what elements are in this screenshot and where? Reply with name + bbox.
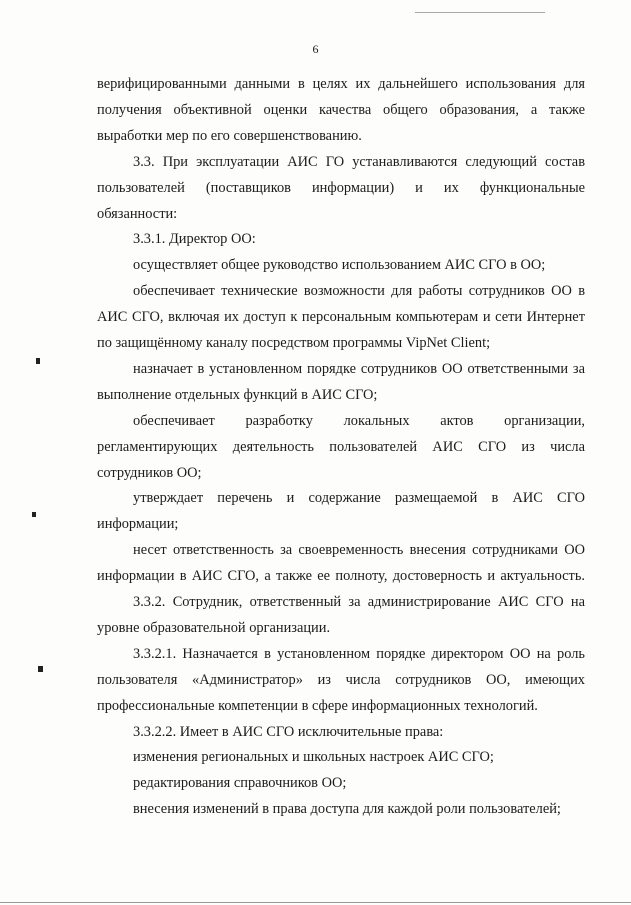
- text-line: пользователя «Администратор» из числа сотрудников ОО, имеющих: [97, 672, 585, 688]
- scan-edge-line: [0, 902, 631, 903]
- scan-mark: [38, 666, 43, 672]
- text-line: несет ответственность за своевременность внесения сотрудниками ОО: [133, 542, 585, 558]
- text-line: обеспечивает технические возможности для работы сотрудников ОО в: [133, 283, 585, 299]
- text-line: верифицированными данными в целях их дальнейшего использования для: [97, 76, 585, 92]
- text-line: информации;: [97, 516, 179, 532]
- text-line: обязанности:: [97, 206, 178, 222]
- text-line: уровне образовательной организации.: [97, 620, 331, 636]
- text-line: профессиональные компетенции в сфере информационных технологий.: [97, 698, 538, 714]
- text-line: выполнение отдельных функций в АИС СГО;: [97, 387, 378, 403]
- text-line: осуществляет общее руководство использованием АИС СГО в ОО;: [133, 257, 546, 273]
- text-line: 3.3.2.2. Имеет в АИС СГО исключительные права:: [133, 724, 444, 740]
- scan-mark: [32, 512, 36, 517]
- text-line: пользователей (поставщиков информации) и их функциональные: [97, 180, 585, 196]
- text-line: редактирования справочников ОО;: [133, 775, 347, 791]
- text-line: АИС СГО, включая их доступ к персональным компьютерам и сети Интернет: [97, 309, 585, 325]
- text-line: информации в АИС СГО, а также ее полноту, достоверность и актуальность.: [97, 568, 585, 584]
- scan-edge-line: [415, 12, 545, 13]
- text-line: выработки мер по его совершенствованию.: [97, 128, 362, 144]
- text-line: 3.3. При эксплуатации АИС ГО устанавливаются следующий состав: [133, 154, 585, 170]
- text-line: внесения изменений в права доступа для каждой роли пользователей;: [133, 801, 561, 817]
- text-line: 3.3.2. Сотрудник, ответственный за администрирование АИС СГО на: [133, 594, 585, 610]
- page-number: 6: [312, 42, 319, 56]
- text-line: 3.3.2.1. Назначается в установленном порядке директором ОО на роль: [133, 646, 585, 662]
- text-line: регламентирующих деятельность пользователей АИС СГО из числа: [97, 439, 585, 455]
- scan-mark: [36, 358, 40, 364]
- text-line: обеспечивает разработку локальных актов организации,: [133, 413, 585, 429]
- text-line: утверждает перечень и содержание размещаемой в АИС СГО: [133, 490, 585, 506]
- text-line: 3.3.1. Директор ОО:: [133, 231, 256, 247]
- text-line: назначает в установленном порядке сотрудников ОО ответственными за: [133, 361, 585, 377]
- text-line: по защищённому каналу посредством программы VipNet Client;: [97, 335, 491, 351]
- text-line: получения объективной оценки качества общего образования, а также: [97, 102, 585, 118]
- text-line: сотрудников ОО;: [97, 465, 202, 481]
- text-line: изменения региональных и школьных настроек АИС СГО;: [133, 749, 494, 765]
